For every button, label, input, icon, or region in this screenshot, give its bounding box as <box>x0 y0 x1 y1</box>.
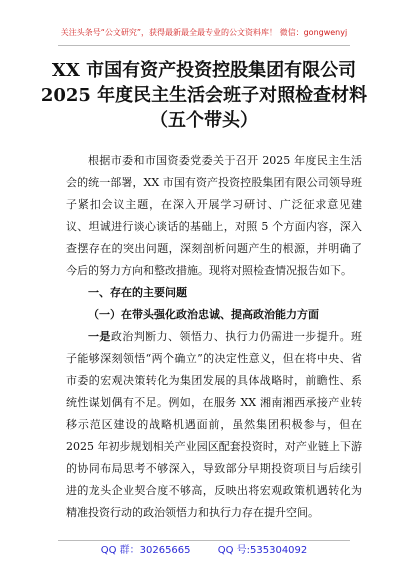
paragraph-1-text: 政治判断力、领悟力、执行力仍需进一步提升。班子能够深刻领悟“两个确立”的决定性意义，但在将中央、省市委的宏观决策转化为集团发展的具体战略时，前瞻性、系统性谋划偶有不足。例如，在服务 XX 湘南湘西承接产业转移示范区建设的战略机遇面前，虽然集团积极参与，但在 2025 年初步规划相关产业园区配套投资时，对产业链上下游的协同布局思考不够深入，导致部分早期投资项目与后续引进的龙头企业契合度不够高，反映出将宏观政策机遇转化为精准投资行动的政治领悟力和执行力存在提升空间。 <box>66 330 363 519</box>
footer-qq-group: QQ 群：30265665 <box>100 545 191 556</box>
section-heading: 一、存在的主要问题 <box>88 286 187 299</box>
title-line-2: 2025 年度民主生活会班子对照检查材料 <box>40 85 368 106</box>
footer-divider <box>58 540 350 541</box>
document-title <box>0 58 408 133</box>
title-line-1: XX 市国有资产投资控股集团有限公司 <box>51 60 357 81</box>
header-divider <box>58 45 350 46</box>
paragraph-1 <box>66 326 362 524</box>
footer-qq-number: QQ 号:535304092 <box>217 545 308 556</box>
subsection-heading: （一）在带头强化政治忠诚、提高政治能力方面 <box>88 308 319 321</box>
title-line-3: （五个带头） <box>150 110 258 131</box>
document-body <box>66 150 362 524</box>
intro-paragraph: 根据市委和市国资委党委关于召开 2025 年度民主生活会的统一部署，XX 市国有资产投资控股集团有限公司领导班子紧扣会议主题，在深入开展学习研讨、广泛征求意见建议、坦诚进行谈心谈话的基础上，对照 5 个方面内容，深入查摆存在的突出问题，深刻剖析问题产生的根源，并明确了今后的努力方向和整改措施。现将对照检查情况报告如下。 <box>66 154 362 277</box>
header-banner: 关注头条号“公文研究”，获得最新最全最专业的公文资料库！ 微信：gongwenyj <box>60 28 348 37</box>
footer <box>0 545 408 557</box>
paragraph-1-lead: 一是 <box>88 330 111 343</box>
